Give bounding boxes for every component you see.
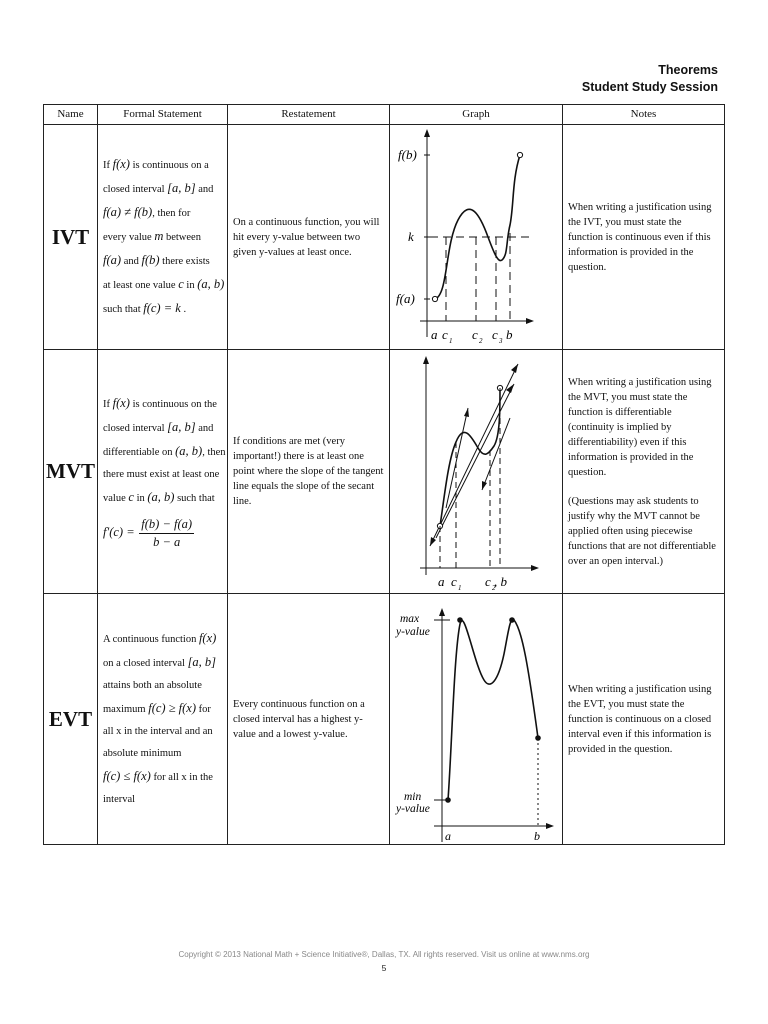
mvt-graph-svg xyxy=(390,350,562,593)
graph-label-fb: f(b) xyxy=(398,147,417,162)
graph-label-min-yvalue: y-value xyxy=(396,803,430,815)
restatement: On a continuous function, you will hit every y-value between two given y-values at least once. xyxy=(228,125,390,350)
page-header xyxy=(582,62,718,96)
graph-label-fa: f(a) xyxy=(396,291,415,306)
graph-label-c2: c xyxy=(485,574,491,589)
formal-statement: A continuous function f(x) on a closed interval [a, b] attains both an absolute maximum f(c) ≥ f(x) for all x in the interval and an absolute minimum f(c) ≤ f(x) for all x in the interval xyxy=(98,594,228,845)
graph-label-c1-sub: 1 xyxy=(449,337,453,345)
graph-label-c1: c xyxy=(442,327,448,342)
column-header-notes: Notes xyxy=(563,105,725,125)
graph-label-c1-sub: 1 xyxy=(458,584,462,592)
graph-label-c2-sub: 2 xyxy=(492,584,496,592)
copyright-footer: Copyright © 2013 National Math + Science Initiative®, Dallas, TX. All rights reserved. Visit us online at www.nms.org xyxy=(178,950,590,959)
restatement: Every continuous function on a closed interval has a highest y-value and a lowest y-value. xyxy=(228,594,390,845)
table-header-row xyxy=(44,105,725,125)
table-row-mvt xyxy=(44,350,725,594)
column-header-graph: Graph xyxy=(390,105,563,125)
graph-label-b: b xyxy=(506,327,513,342)
formal-statement: If f(x) is continuous on a closed interval [a, b] and f(a) ≠ f(b), then for every value m between f(a) and f(b) there exists at least one value c in (a, b) such that f(c) = k . xyxy=(98,125,228,350)
graph-label-c2-sub: 2 xyxy=(479,337,483,345)
graph-evt xyxy=(390,594,563,845)
graph-label-c1: c xyxy=(451,574,457,589)
graph-label-max: max xyxy=(400,613,420,625)
graph-label-b: , b xyxy=(494,574,507,589)
evt-graph-svg xyxy=(390,594,562,844)
graph-label-min: min xyxy=(404,791,422,803)
notes: When writing a justification using the EVT, you must state the function is continuous on a closed interval even if this information is provided in the question. xyxy=(563,594,725,845)
table-row-ivt xyxy=(44,125,725,350)
column-header-name: Name xyxy=(44,105,98,125)
graph-label-b: b xyxy=(534,829,540,843)
notes: When writing a justification using the IVT, you must state the function is continuous even if this information is provided in the question. xyxy=(563,125,725,350)
notes xyxy=(563,350,725,594)
notes-paragraph: (Questions may ask students to justify why the MVT cannot be applied often using piecewise functions that are not differentiable over an open interval.) xyxy=(568,495,716,567)
theorem-name: IVT xyxy=(44,125,98,350)
theorem-name: MVT xyxy=(44,350,98,594)
graph-ivt xyxy=(390,125,563,350)
notes-paragraph: When writing a justification using the MVT, you must state the function is differentiable (continuity is implied by differentiability) even if this information is provided in the question. xyxy=(568,376,712,478)
theorems-table xyxy=(43,104,725,845)
graph-mvt xyxy=(390,350,563,594)
page-title: Theorems xyxy=(658,63,718,77)
graph-label-a: a xyxy=(431,327,438,342)
column-header-restatement: Restatement xyxy=(228,105,390,125)
page-number: 5 xyxy=(381,963,387,973)
table-row-evt xyxy=(44,594,725,845)
ivt-graph-svg xyxy=(390,125,562,349)
column-header-formal: Formal Statement xyxy=(98,105,228,125)
graph-label-c3-sub: 3 xyxy=(499,337,503,345)
graph-label-max-yvalue: y-value xyxy=(396,626,430,638)
page-subtitle: Student Study Session xyxy=(581,80,718,94)
restatement: If conditions are met (very important!) there is at least one point where the slope of the tangent line equals the slope of the secant line. xyxy=(228,350,390,594)
graph-label-a: a xyxy=(438,574,445,589)
graph-label-c2: c xyxy=(472,327,478,342)
graph-label-a: a xyxy=(445,829,451,843)
formal-statement: If f(x) is continuous on the closed interval [a, b] and differentiable on (a, b), then there must exist at least one value c in (a, b) such that f′(c) = $\frac{f(b) - f(a)}{b - a}$ xyxy=(98,350,228,594)
graph-label-k: k xyxy=(408,229,414,244)
theorem-name: EVT xyxy=(44,594,98,845)
graph-label-c3: c xyxy=(492,327,498,342)
